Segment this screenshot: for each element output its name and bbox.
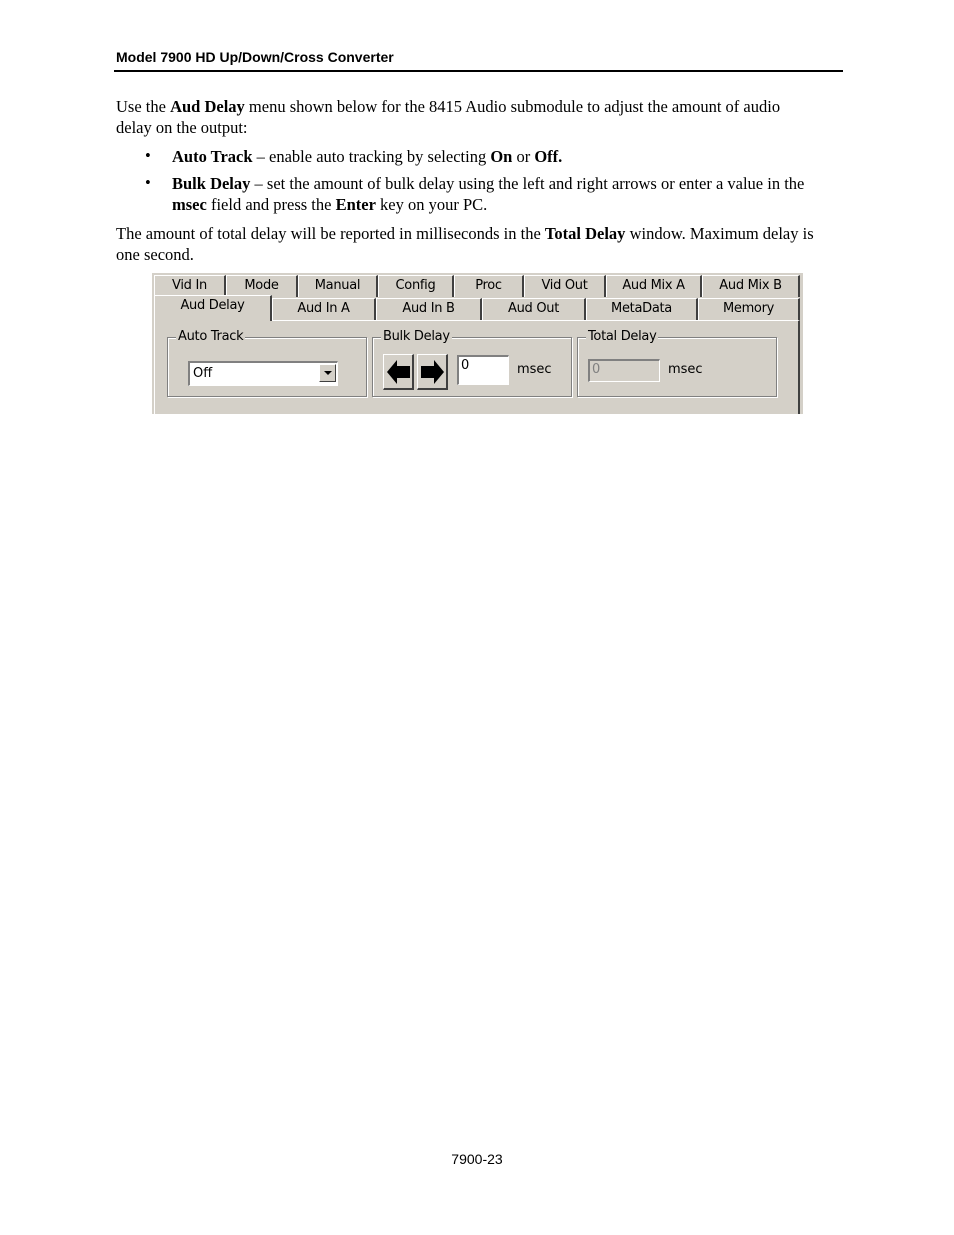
tab-aud-out[interactable]: Aud Out <box>482 298 586 320</box>
summary-paragraph <box>116 223 816 265</box>
auto-track-value: Off <box>193 366 213 381</box>
bullet-bold: On <box>490 147 513 166</box>
bulk-delay-input[interactable]: 0 <box>457 355 509 385</box>
total-delay-unit: msec <box>668 362 703 377</box>
bullet-text: – enable auto tracking by selecting <box>252 147 491 166</box>
total-delay-output: 0 <box>588 359 660 382</box>
bulk-delay-group <box>372 329 572 397</box>
bullet-text: – set the amount of bulk delay using the left and right arrows or enter a value in the <box>250 174 805 193</box>
left-arrow-icon <box>384 355 413 389</box>
tab-aud-in-a[interactable]: Aud In A <box>272 298 376 320</box>
tab-mode[interactable]: Mode <box>226 275 298 297</box>
bulk-delay-increase-button[interactable] <box>417 354 448 390</box>
tab-aud-delay[interactable]: Aud Delay <box>154 295 272 321</box>
auto-track-group <box>167 329 367 397</box>
summary-text-pre: The amount of total delay will be reported in milliseconds in the <box>116 224 545 243</box>
total-delay-label: Total Delay <box>588 329 657 344</box>
tab-vid-in[interactable]: Vid In <box>154 275 226 297</box>
intro-paragraph <box>116 96 816 138</box>
bulk-delay-label: Bulk Delay <box>383 329 450 344</box>
intro-bold: Aud Delay <box>170 97 245 116</box>
intro-text-post: menu shown below for the 8415 Audio submodule to adjust the amount of audio delay on the output: <box>116 97 781 137</box>
aud-delay-panel <box>154 320 800 414</box>
tab-memory[interactable]: Memory <box>698 298 800 320</box>
tab-config[interactable]: Config <box>378 275 454 297</box>
bullet-text: field and press the <box>206 195 336 214</box>
bullet-term: Bulk Delay <box>172 174 251 193</box>
bullet-bulk-delay <box>172 173 822 215</box>
tab-aud-mix-a[interactable]: Aud Mix A <box>606 275 702 297</box>
chevron-down-icon[interactable] <box>319 364 336 382</box>
bullet-auto-track <box>172 146 822 167</box>
tab-metadata[interactable]: MetaData <box>586 298 698 320</box>
bullet-symbol: • <box>145 146 151 165</box>
tab-vid-out[interactable]: Vid Out <box>524 275 606 297</box>
header-rule <box>114 70 843 72</box>
bulk-delay-decrease-button[interactable] <box>383 354 414 390</box>
page-number: 7900-23 <box>451 1151 503 1167</box>
bullet-bold: msec <box>172 195 207 214</box>
bullet-text: key on your PC. <box>375 195 488 214</box>
auto-track-select[interactable] <box>188 361 338 386</box>
intro-text-pre: Use the <box>116 97 171 116</box>
tab-aud-in-b[interactable]: Aud In B <box>376 298 482 320</box>
bullet-text: or <box>512 147 535 166</box>
total-delay-group <box>577 329 777 397</box>
auto-track-label: Auto Track <box>178 329 244 344</box>
tab-proc[interactable]: Proc <box>454 275 524 297</box>
page-header-title: Model 7900 HD Up/Down/Cross Converter <box>116 49 394 65</box>
bullet-bold: Enter <box>335 195 376 214</box>
bulk-delay-unit: msec <box>517 362 552 377</box>
bullet-bold: Off. <box>534 147 563 166</box>
summary-bold: Total Delay <box>544 224 626 243</box>
summary-text-post: window. Maximum delay is one second. <box>116 224 814 264</box>
tab-aud-mix-b[interactable]: Aud Mix B <box>702 275 800 297</box>
tab-manual[interactable]: Manual <box>298 275 378 297</box>
aud-delay-dialog <box>152 273 803 414</box>
bullet-term: Auto Track <box>172 147 253 166</box>
right-arrow-icon <box>418 355 447 389</box>
bullet-symbol: • <box>145 173 151 192</box>
